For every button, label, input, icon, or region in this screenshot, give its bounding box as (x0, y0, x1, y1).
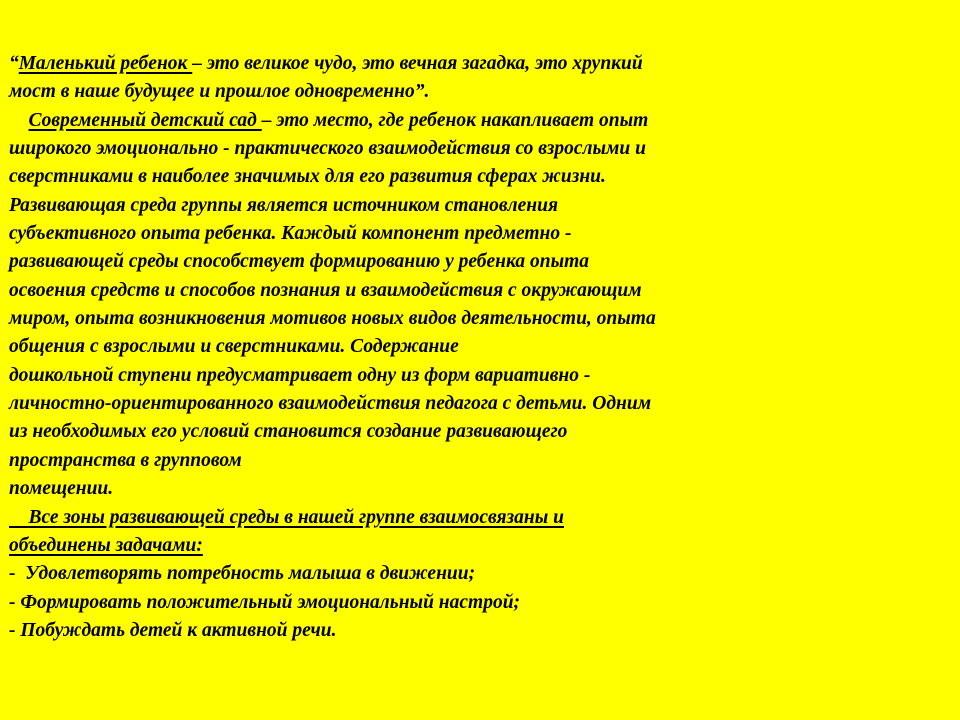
text-line (9, 78, 909, 106)
text-segment: личностно-ориентированного взаимодействия педагога с детьми. Одним (9, 393, 652, 415)
underlined-text: объединены задачами: (9, 534, 203, 556)
text-line (9, 390, 909, 418)
text-line (9, 362, 909, 390)
text-line (9, 504, 909, 532)
text-line (9, 220, 909, 248)
text-line (9, 277, 909, 305)
text-segment: пространства в групповом (9, 449, 242, 471)
text-segment: субъективного опыта ребенка. Каждый компонент предметно - (9, 223, 572, 245)
underlined-text: Все зоны развивающей среды в нашей группе взаимосвязаны и (9, 506, 564, 528)
text-line (9, 248, 909, 276)
text-line (9, 447, 909, 475)
text-segment: “ (9, 53, 19, 74)
text-line (9, 305, 909, 333)
text-line (9, 475, 909, 503)
text-segment: - Формировать положительный эмоциональный настрой; (9, 591, 521, 613)
text-segment: помещении. (9, 478, 114, 500)
text-line (9, 418, 909, 446)
text-segment: - Удовлетворять потребность малыша в движении; (9, 563, 476, 585)
text-line (9, 560, 909, 588)
text-segment: – это великое чудо, это вечная загадка, это хрупкий (192, 53, 643, 74)
text-line (9, 589, 909, 617)
text-segment (9, 110, 29, 131)
text-segment: из необходимых его условий становится создание развивающего (9, 421, 568, 443)
underlined-text: Маленький ребенок (18, 53, 193, 74)
text-segment: миром, опыта возникновения мотивов новых видов деятельности, опыта (9, 308, 656, 330)
text-segment: развивающей среды способствует формированию у ребенка опыта (9, 251, 590, 273)
text-segment: – это место, где ребенок накапливает опыт (261, 109, 649, 131)
text-line (9, 617, 909, 645)
text-line (9, 333, 909, 361)
text-line (9, 135, 909, 163)
text-line (9, 163, 909, 191)
text-line (9, 532, 909, 560)
text-segment: мост в наше будущее и прошлое одновременно”. (9, 81, 430, 103)
text-segment: дошкольной ступени предусматривает одну из форм вариативно - (9, 364, 591, 386)
text-segment: Развивающая среда группы является источником становления (9, 194, 559, 216)
underlined-text: Современный детский сад (28, 109, 262, 131)
text-segment: - Побуждать детей к активной речи. (9, 619, 337, 641)
text-line (9, 107, 909, 135)
text-segment: общения с взрослыми и сверстниками. Содержание (9, 336, 459, 358)
text-line (9, 192, 909, 220)
text-segment: широкого эмоционально - практического взаимодействия со взрослыми и (9, 138, 646, 160)
text-segment: освоения средств и способов познания и взаимодействия с окружающим (9, 279, 642, 301)
text-segment: сверстниками в наиболее значимых для его развития сферах жизни. (9, 166, 606, 188)
body-text (9, 50, 909, 645)
text-line (9, 50, 909, 78)
